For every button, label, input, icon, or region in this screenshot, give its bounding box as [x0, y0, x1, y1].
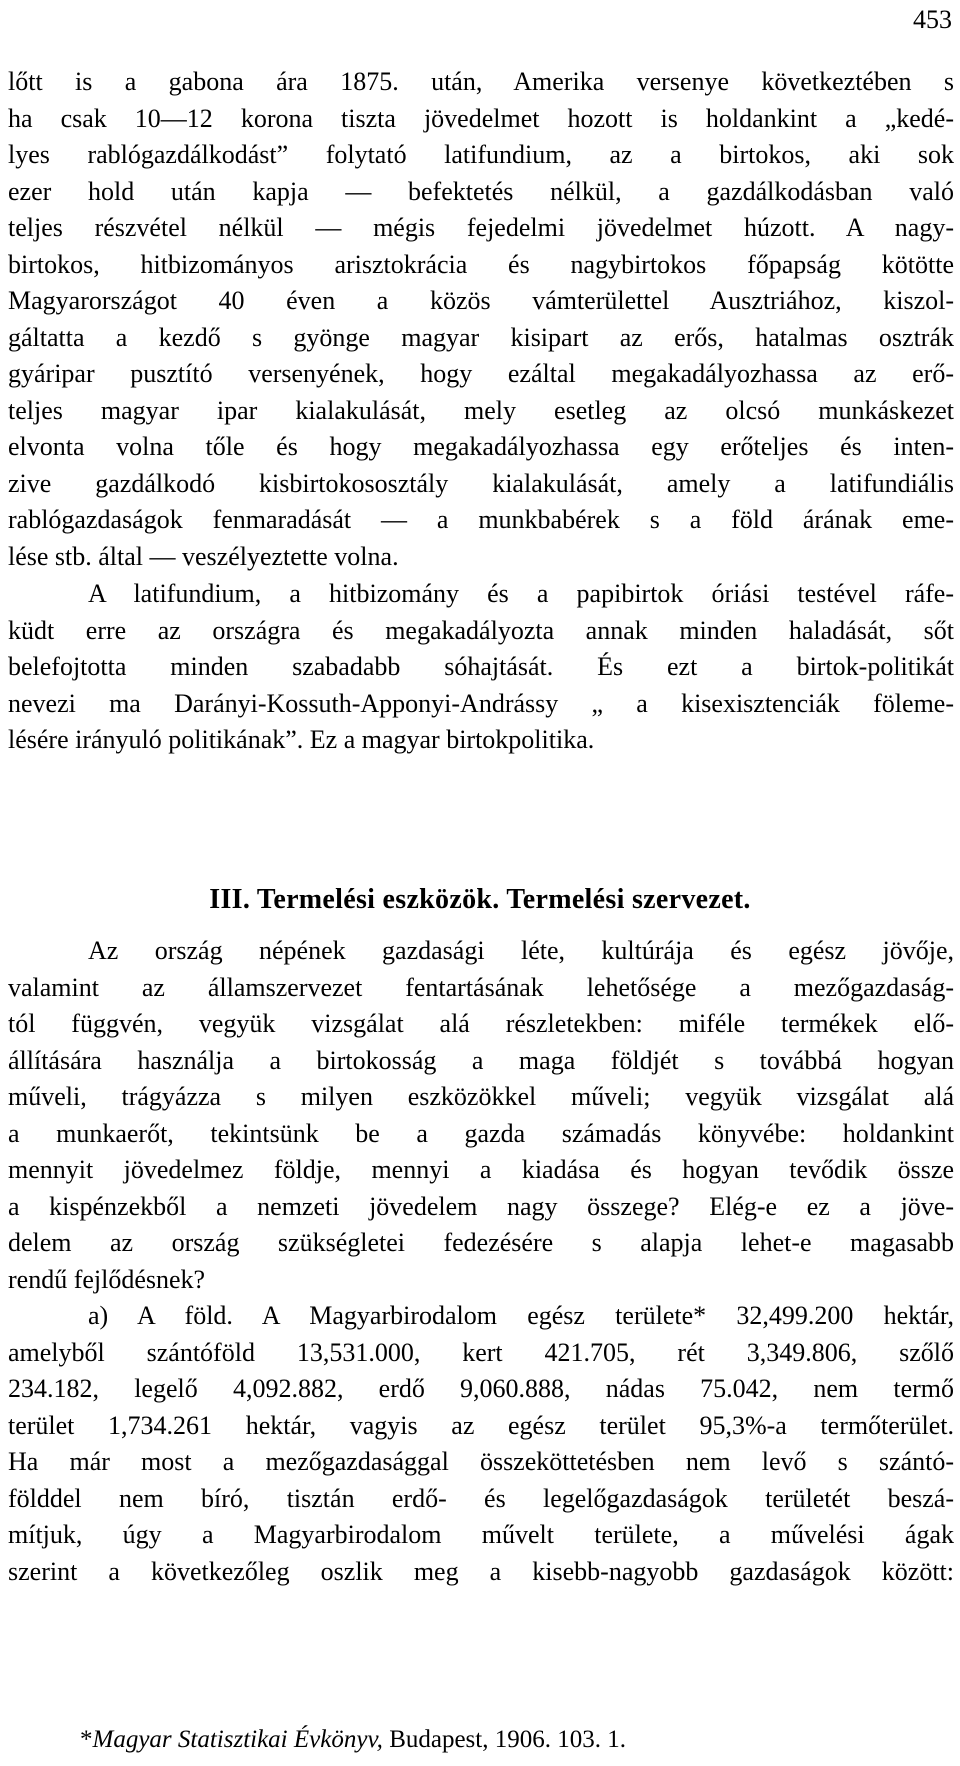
- text-line: Ha már most a mezőgazdasággal összeköttetésben nem levő s szántó-: [8, 1447, 954, 1476]
- text-line: birtokos, hitbizományos arisztokrácia és nagybirtokos főpapság kötötte: [8, 249, 954, 279]
- text-line: műveli, trágyázza s milyen eszközökkel műveli; vegyük vizsgálat alá: [8, 1082, 954, 1111]
- text-line: zive gazdálkodó kisbirtokososztály kialakulását, amely a latifundiális: [8, 468, 954, 498]
- footnote-source-title: Magyar Statisztikai Évkönyv,: [92, 1726, 383, 1753]
- text-line: lőtt is a gabona ára 1875. után, Amerika versenye következtében s: [8, 67, 954, 96]
- page-number: 453: [913, 5, 952, 34]
- footnote-marker: *: [80, 1726, 93, 1753]
- text-line: belefojtotta minden szabadabb sóhajtását. És ezt a birtok-politikát: [8, 652, 954, 681]
- text-line: valamint az államszervezet fentartásának lehetősége a mezőgazdaság-: [8, 972, 954, 1002]
- text-line: a munkaerőt, tekintsünk be a gazda számadás könyvébe: holdankint: [8, 1118, 954, 1148]
- text-line: teljes magyar ipar kialakulását, mely esetleg az olcsó munkáskezet: [8, 395, 954, 425]
- text-line: rablógazdaságok fenmaradását — a munkbabérek s a föld árának eme-: [8, 505, 954, 534]
- paragraph-birtokpolitika: [8, 576, 954, 759]
- text-line: küdt erre az országra és megakadályozta annak minden haladását, sőt: [8, 615, 954, 645]
- text-line: Magyarországot 40 éven a közös vámterülettel Ausztriához, kiszol-: [8, 286, 954, 315]
- text-line: mítjuk, úgy a Magyarbirodalom művelt területe, a művelési ágak: [8, 1520, 954, 1549]
- text-line: tól függvén, vegyük vizsgálat alá részletekben: miféle termékek elő-: [8, 1009, 954, 1038]
- text-line: nevezi ma Darányi-Kossuth-Apponyi-Andrássy „ a kisexisztenciák föleme-: [8, 688, 954, 718]
- section-heading: III. Termelési eszközök. Termelési szervezet.: [209, 884, 751, 915]
- text-line: mennyit jövedelmez földje, mennyi a kiadása és hogyan tevődik össze: [8, 1155, 954, 1184]
- text-line: a kispénzekből a nemzeti jövedelem nagy összege? Elég-e ez a jöve-: [8, 1191, 954, 1221]
- text-line: A latifundium, a hitbizomány és a papibirtok óriási testével ráfe-: [88, 579, 954, 608]
- text-line: Az ország népének gazdasági léte, kultúrája és egész jövője,: [88, 936, 954, 965]
- paragraph-latifundium-history: [8, 64, 954, 575]
- footnote: [80, 1724, 626, 1756]
- text-line: ha csak 10—12 korona tiszta jövedelmet hozott is holdankint a „kedé-: [8, 103, 954, 133]
- text-line: rendű fejlődésnek?: [8, 1264, 206, 1294]
- text-line: terület 1,734.261 hektár, vagyis az egész terület 95,3%-a termőterület.: [8, 1410, 954, 1440]
- text-line: lése stb. által — veszélyeztette volna.: [8, 541, 399, 571]
- text-line: lésére irányuló politikának”. Ez a magyar birtokpolitika.: [8, 725, 595, 754]
- text-line: 234.182, legelő 4,092.882, erdő 9,060.888, nádas 75.042, nem termő: [8, 1374, 954, 1403]
- footnote-source-details: Budapest, 1906. 103. 1.: [382, 1726, 626, 1753]
- text-line: amelyből szántóföld 13,531.000, kert 421.705, rét 3,349.806, szőlő: [8, 1337, 954, 1367]
- text-line: lyes rablógazdálkodást” folytató latifundium, az a birtokos, aki sok: [8, 140, 954, 169]
- text-line: állítására használja a birtokosság a maga földjét s továbbá hogyan: [8, 1045, 954, 1075]
- text-line: elvonta volna tőle és hogy megakadályozhassa egy erőteljes és inten-: [8, 432, 954, 461]
- text-line: szerint a következőleg oszlik meg a kisebb-nagyobb gazdaságok között:: [8, 1556, 954, 1586]
- text-line: gyáripar pusztító versenyének, hogy ezáltal megakadályozhassa az erő-: [8, 359, 954, 388]
- text-line: ezer hold után kapja — befektetés nélkül, a gazdálkodásban való: [8, 176, 954, 206]
- text-line: a) A föld. A Magyarbirodalom egész területe* 32,499.200 hektár,: [88, 1301, 954, 1330]
- text-line: delem az ország szükségletei fedezésére s alapja lehet-e magasabb: [8, 1228, 954, 1257]
- text-line: gáltatta a kezdő s gyönge magyar kisipart az erős, hatalmas osztrák: [8, 322, 954, 352]
- paragraph-termelesi-eszkozok: [8, 933, 954, 1298]
- text-line: földdel nem bíró, tisztán erdő- és legelőgazdaságok területét beszá-: [8, 1483, 954, 1513]
- text-line: teljes részvétel nélkül — mégis fejedelmi jövedelmet húzott. A nagy-: [8, 213, 954, 242]
- paragraph-a-fold: [8, 1298, 954, 1590]
